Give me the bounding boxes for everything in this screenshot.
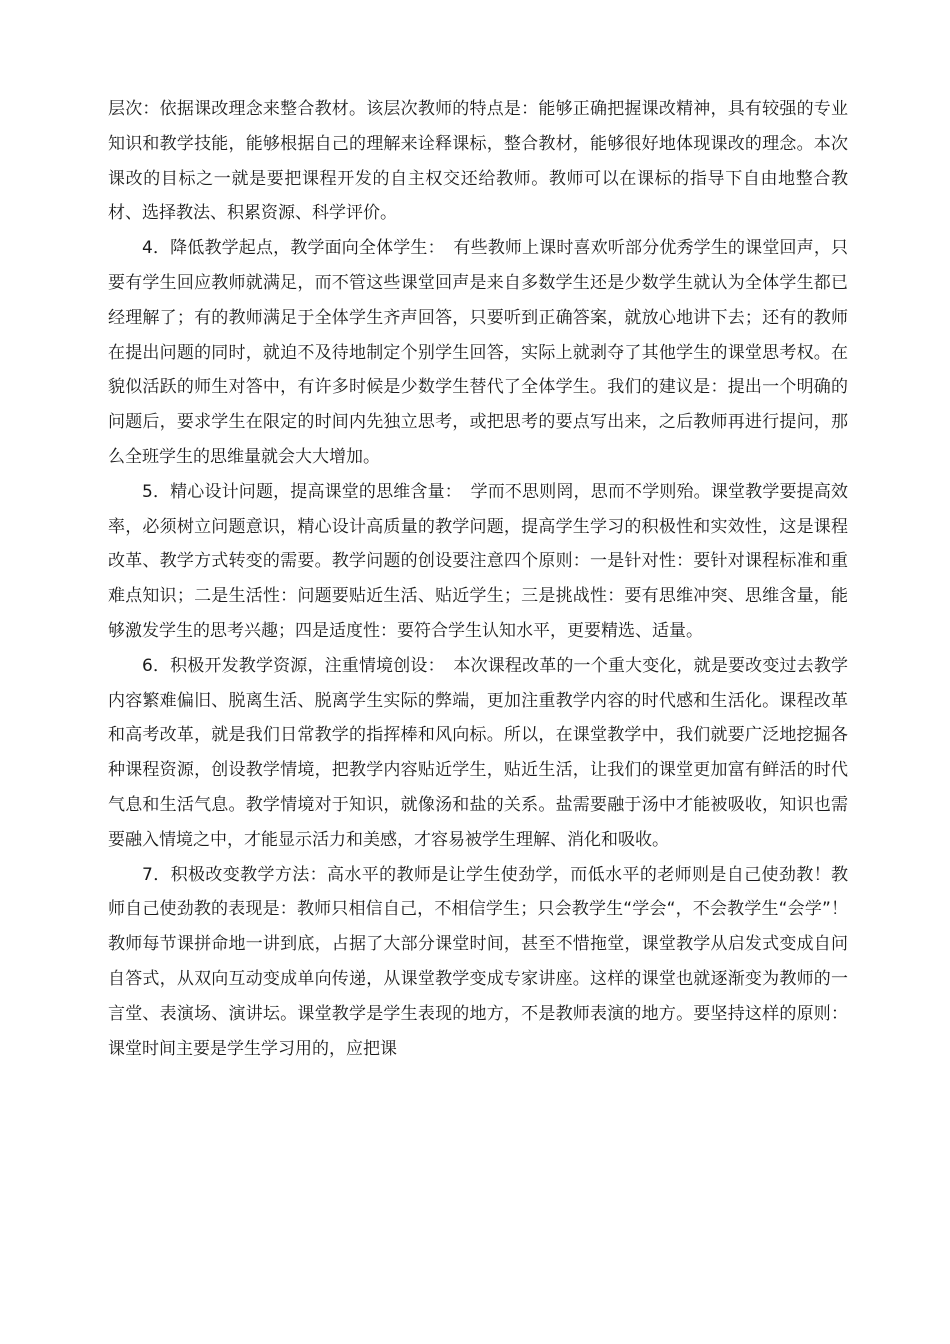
paragraph-item-5: 5．精心设计问题，提高课堂的思维含量： 学而不思则罔，思而不学则殆。课堂教学要提高效率，必须树立问题意识，精心设计高质量的教学问题，提高学生学习的积极性和实效性，这是课程改革、教学方式转变的需要。教学问题的创设要注意四个原则：一是针对性：要针对课程标准和重难点知识；二是生活性：问题要贴近生活、贴近学生；三是挑战性：要有思维冲突、思维含量，能够激发学生的思考兴趣；四是适度性：要符合学生认知水平，更要精选、适量。 bbox=[108, 481, 848, 641]
document-body bbox=[108, 92, 848, 1066]
paragraph-item-6: 6．积极开发教学资源，注重情境创设： 本次课程改革的一个重大变化，就是要改变过去教学内容繁难偏旧、脱离生活、脱离学生实际的弊端，更加注重教学内容的时代感和生活化。课程改革和高考改革，就是我们日常教学的指挥棒和风向标。所以，在课堂教学中，我们就要广泛地挖掘各种课程资源，创设教学情境，把教学内容贴近学生，贴近生活，让我们的课堂更加富有鲜活的时代气息和生活气息。教学情境对于知识，就像汤和盐的关系。盐需要融于汤中才能被吸收，知识也需要融入情境之中，才能显示活力和美感，才容易被学生理解、消化和吸收。 bbox=[108, 655, 848, 850]
paragraph-continuation: 层次：依据课改理念来整合教材。该层次教师的特点是：能够正确把握课改精神，具有较强的专业知识和教学技能，能够根据自己的理解来诠释课标，整合教材，能够很好地体现课改的理念。本次课改的目标之一就是要把课程开发的自主权交还给教师。教师可以在课标的指导下自由地整合教材、选择教法、积累资源、科学评价。 bbox=[108, 99, 848, 224]
paragraph-item-7: 7．积极改变教学方法：高水平的教师是让学生使劲学，而低水平的老师则是自己使劲教！教师自己使劲教的表现是：教师只相信自己，不相信学生；只会教学生“学会“，不会教学生“会学”！教师每节课拼命地一讲到底，占据了大部分课堂时间，甚至不惜拖堂，课堂教学从启发式变成自问自答式，从双向互动变成单向传递，从课堂教学变成专家讲座。这样的课堂也就逐渐变为教师的一言堂、表演场、演讲坛。课堂教学是学生表现的地方，不是教师表演的地方。要坚持这样的原则：课堂时间主要是学生学习用的，应把课 bbox=[108, 864, 848, 1059]
paragraph-item-4: 4．降低教学起点，教学面向全体学生： 有些教师上课时喜欢听部分优秀学生的课堂回声，只要有学生回应教师就满足，而不管这些课堂回声是来自多数学生还是少数学生就认为全体学生都已经理解了；有的教师满足于全体学生齐声回答，只要听到正确答案，就放心地讲下去；还有的教师在提出问题的同时，就迫不及待地制定个别学生回答，实际上就剥夺了其他学生的课堂思考权。在貌似活跃的师生对答中，有许多时候是少数学生替代了全体学生。我们的建议是：提出一个明确的问题后，要求学生在限定的时间内先独立思考，或把思考的要点写出来，之后教师再进行提问，那么全班学生的思维量就会大大增加。 bbox=[108, 238, 848, 467]
